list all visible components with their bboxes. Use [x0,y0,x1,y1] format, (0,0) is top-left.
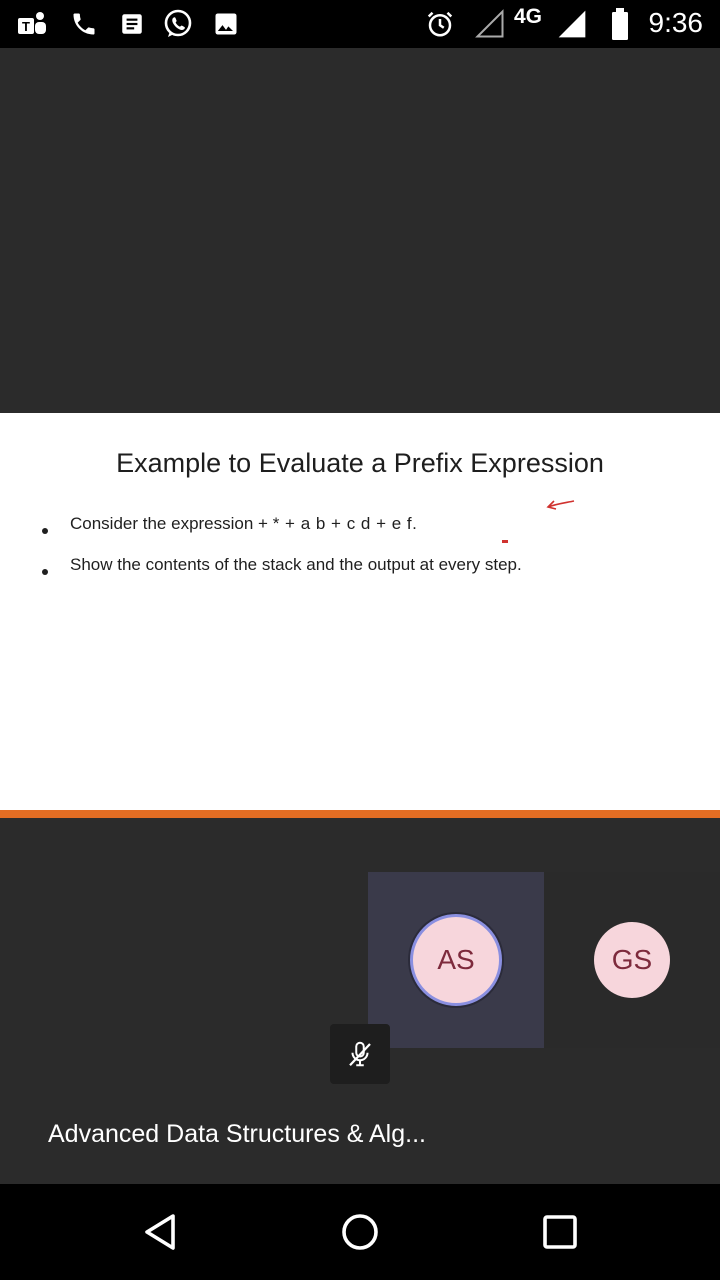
slide-title: Example to Evaluate a Prefix Expression [116,448,604,478]
notes-icon [116,8,148,40]
signal-outline-icon [474,8,506,40]
video-area [0,48,720,413]
whatsapp-icon [162,8,194,40]
clock: 9:36 [648,7,703,38]
back-triangle-icon [142,1213,178,1251]
meeting-title: Advanced Data Structures & Alg... [48,1120,426,1148]
microphone-muted-button[interactable] [330,1024,390,1084]
participant-tile-as[interactable] [368,872,544,1048]
bullet-1-text: Consider the expression + [70,514,273,533]
bullet-1-expression: * + a b + c d + e f. [272,514,418,533]
alarm-icon [424,8,456,40]
bullet-dot [42,528,48,534]
battery-icon [604,8,636,40]
home-circle-icon [340,1212,380,1252]
avatar: AS [410,914,502,1006]
accent-bar [0,810,720,818]
back-button[interactable] [140,1212,180,1252]
ink-underline-annotation [502,540,508,543]
participant-tile-gs[interactable] [544,872,720,1048]
recents-button[interactable] [540,1212,580,1252]
recents-square-icon [542,1214,578,1250]
svg-text:T: T [22,19,30,34]
home-button[interactable] [340,1212,380,1252]
teams-icon [16,8,48,40]
status-bar [0,0,720,48]
ink-arrow-annotation [540,495,580,515]
shared-slide[interactable] [0,413,720,810]
signal-icon [556,8,588,40]
avatar: GS [594,922,670,998]
system-nav-bar [0,1184,720,1280]
network-type: 4G [514,5,543,28]
phone-icon [68,8,100,40]
bullet-dot [42,569,48,575]
bullet-2-text: Show the contents of the stack and the output at every step. [70,555,522,574]
gallery-icon [210,8,242,40]
mic-off-icon [345,1039,375,1069]
